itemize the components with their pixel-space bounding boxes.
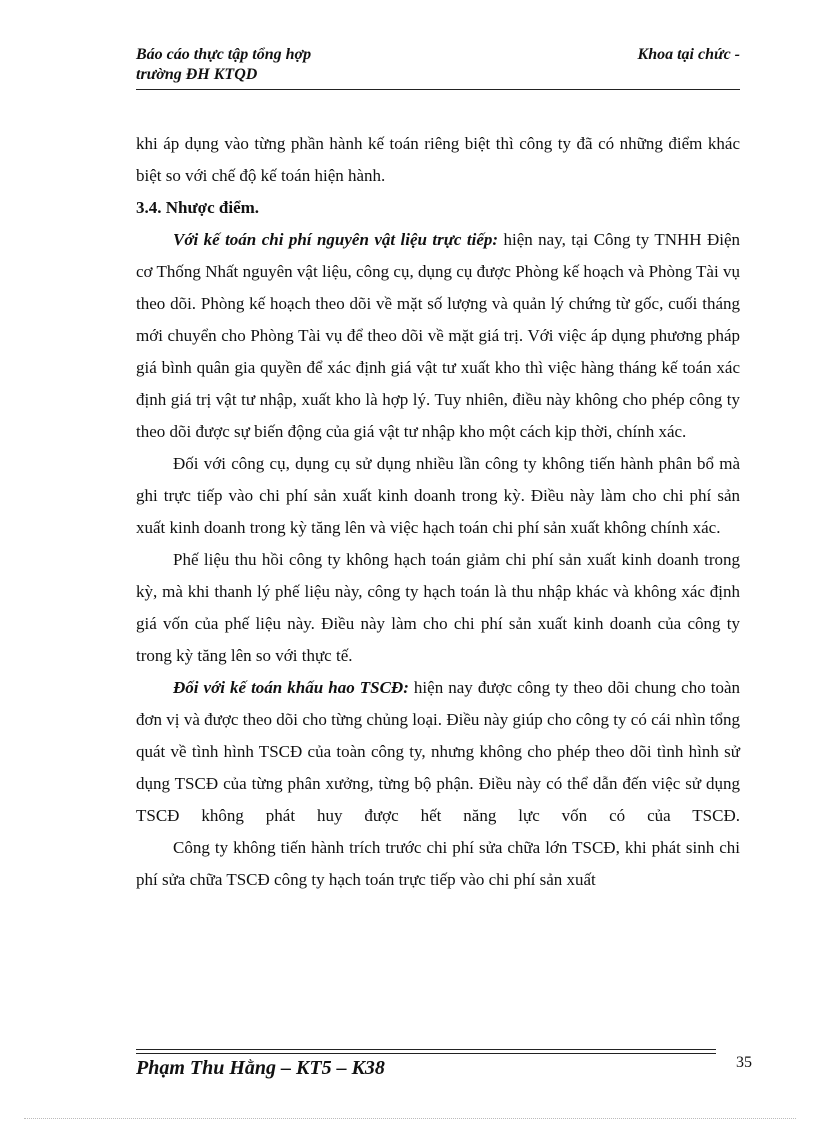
paragraph-text-depreciation: hiện nay được công ty theo dõi chung cho toàn đơn vị và được theo dõi cho từng chủng loại. Điều này giúp cho công ty có cái nhìn tổng quát về tình hình TSCĐ của toàn công ty, nhưng không cho phép theo dõi tình hình sử dụng TSCĐ của từng phân xưởng, từng bộ phận. Điều này có thể dẫn đến việc sử dụng TSCĐ không phát huy được hết năng lực vốn có của TSCĐ.	[136, 678, 741, 825]
paragraph-continuation: khi áp dụng vào từng phần hành kế toán riêng biệt thì công ty đã có những điểm khác biệt so với chế độ kế toán hiện hành.	[136, 134, 740, 185]
paragraph-lead-materials: Với kế toán chi phí nguyên vật liệu trực tiếp:	[173, 230, 499, 249]
paragraph-materials-cost	[136, 224, 740, 448]
page-bottom-border	[24, 1118, 796, 1119]
page-number: 35	[736, 1054, 752, 1071]
paragraph-depreciation	[136, 672, 740, 832]
header-row	[136, 44, 740, 65]
footer-divider-bottom	[136, 1053, 716, 1054]
header-faculty: Khoa tại chức -	[637, 46, 740, 63]
paragraph-lead-depreciation: Đối với kế toán khấu hao TSCĐ:	[173, 678, 409, 697]
footer-divider-top	[136, 1049, 716, 1050]
header-divider	[136, 89, 740, 90]
paragraph-scrap: Phế liệu thu hồi công ty không hạch toán giảm chi phí sản xuất kinh doanh trong kỳ, mà khi thanh lý phế liệu này, công ty hạch toán là thu nhập khác và không xác định giá vốn của phế liệu này. Điều này làm cho chi phí sản xuất kinh doanh của công ty trong kỳ tăng lên so với thực tế.	[136, 550, 740, 665]
footer-author: Phạm Thu Hằng – KT5 – K38	[136, 1057, 385, 1079]
page-header	[136, 44, 740, 85]
header-university: trường ĐH KTQD	[136, 66, 258, 83]
paragraph-tools: Đối với công cụ, dụng cụ sử dụng nhiều lần công ty không tiến hành phân bổ mà ghi trực tiếp vào chi phí sản xuất kinh doanh trong kỳ. Điều này làm cho chi phí sản xuất kinh doanh trong kỳ tăng lên và việc hạch toán chi phí sản xuất không chính xác.	[136, 454, 740, 537]
document-body	[136, 128, 740, 896]
header-report-title: Báo cáo thực tập tổng hợp	[136, 46, 312, 63]
paragraph-text-materials: hiện nay, tại Công ty TNHH Điện cơ Thống Nhất nguyên vật liệu, công cụ, dụng cụ được Phòng kế hoạch và Phòng Tài vụ theo dõi. Phòng kế hoạch theo dõi về mặt số lượng và quản lý chứng từ gốc, cuối tháng mới chuyển cho Phòng Tài vụ để theo dõi về mặt giá trị. Với việc áp dụng phương pháp giá bình quân gia quyền để xác định giá vật tư xuất kho thì việc hàng tháng kế toán xác định giá trị vật tư nhập, xuất kho là hợp lý. Tuy nhiên, điều này không cho phép công ty theo dõi được sự biến động của giá vật tư nhập kho một cách kịp thời, chính xác.	[136, 230, 741, 441]
section-heading: 3.4. Nhược điểm.	[136, 198, 260, 217]
paragraph-repair-cost: Công ty không tiến hành trích trước chi phí sửa chữa lớn TSCĐ, khi phát sinh chi phí sửa chữa TSCĐ công ty hạch toán trực tiếp vào chi phí sản xuất	[136, 838, 740, 889]
